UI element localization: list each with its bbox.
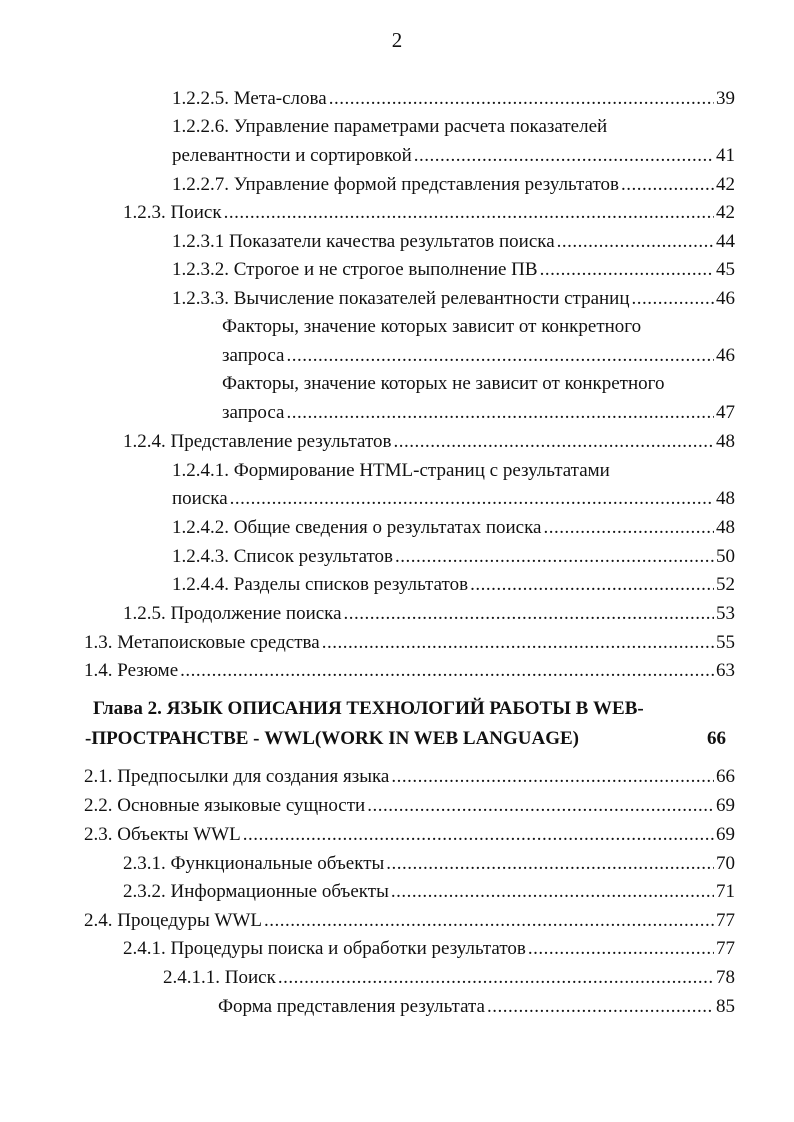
toc-entry [172,88,735,110]
toc-entry [172,488,735,510]
toc-entry-page: 41 [716,145,735,166]
toc-entry-title-line: Факторы, значение которых не зависит от конкретного [222,373,665,394]
toc-entry-title: 2.4. Процедуры WWL [84,910,262,931]
toc-entry-page: 47 [716,402,735,423]
toc-entry-title: 2.2. Основные языковые сущности [84,795,366,816]
toc-entry [123,603,735,625]
toc-entry-page: 55 [716,632,735,653]
toc-entry [172,259,735,281]
toc-entry-page: 42 [716,202,735,223]
toc-entry [84,766,735,788]
toc-entry [123,938,735,960]
toc-entry-page: 71 [716,881,735,902]
toc-entry [84,795,735,817]
toc-entry-page: 48 [716,517,735,538]
dot-leader [395,546,714,568]
dot-leader [278,967,714,989]
toc-entry-title-line: 1.2.4.1. Формирование HTML-страниц с результатами [172,460,610,481]
toc-entry-page: 77 [716,938,735,959]
toc-entry-title: 1.3. Метапоисковые средства [84,632,320,653]
toc-entry-title-line: 1.2.2.6. Управление параметрами расчета показателей [172,116,608,137]
toc-entry-page: 77 [716,910,735,931]
toc-entry-title: 1.2.5. Продолжение поиска [123,603,342,624]
toc-entry-title-line: Факторы, значение которых зависит от конкретного [222,316,642,337]
toc-entry-title: 2.3.2. Информационные объекты [123,881,389,902]
toc-entry [222,402,735,424]
toc-entry [218,996,735,1018]
toc-entry-title: поиска [172,488,228,509]
dot-leader [391,881,714,903]
toc-entry [123,853,735,875]
toc-entry-title: 2.3.1. Функциональные объекты [123,853,385,874]
toc-entry [172,231,735,253]
dot-leader [230,488,714,510]
dot-leader [487,996,714,1018]
dot-leader [414,145,714,167]
toc-entry-page: 48 [716,488,735,509]
toc-entry-page: 46 [716,288,735,309]
toc-entry-title: 1.4. Резюме [84,660,179,681]
chapter-page: 66 [707,728,726,749]
toc-entry-page: 69 [716,824,735,845]
toc-entry-title: 2.4.1. Процедуры поиска и обработки результатов [123,938,526,959]
toc-entry-page: 70 [716,853,735,874]
toc-entry [84,660,735,682]
toc-entry-title: 1.2.2.5. Мета-слова [172,88,327,109]
toc-entry-page: 63 [716,660,735,681]
dot-leader [180,660,714,682]
toc-entry-page: 46 [716,345,735,366]
toc-entry-page: 50 [716,546,735,567]
toc-entry-title: 2.3. Объекты WWL [84,824,241,845]
toc-entry-page: 44 [716,231,735,252]
dot-leader [344,603,714,625]
toc-entry-page: 85 [716,996,735,1017]
toc-entry [84,632,735,654]
toc-entry-title: 1.2.3.2. Строгое и не строгое выполнение ПВ [172,259,538,280]
toc-entry-page: 53 [716,603,735,624]
toc-entry-page: 69 [716,795,735,816]
toc-entry-title: запроса [222,345,285,366]
toc-entry-title: 1.2.4.3. Список результатов [172,546,394,567]
toc-entry-page: 66 [716,766,735,787]
dot-leader [557,231,714,253]
toc-entry [84,910,735,932]
toc-entry [172,517,735,539]
toc-entry-title: 1.2.4. Представление результатов [123,431,392,452]
toc-entry-title: 2.4.1.1. Поиск [163,967,276,988]
dot-leader [470,574,714,596]
dot-leader [632,288,714,310]
dot-leader [543,517,714,539]
toc-entry-title: 1.2.3.1 Показатели качества результатов поиска [172,231,555,252]
toc-entry-page: 48 [716,431,735,452]
dot-leader [322,632,714,654]
toc-entry [172,174,735,196]
toc-entry-title: 2.1. Предпосылки для создания языка [84,766,390,787]
toc-entry-title: 1.2.4.2. Общие сведения о результатах поиска [172,517,542,538]
dot-leader [386,853,714,875]
toc-entry [172,145,735,167]
toc-entry [172,574,735,596]
dot-leader [286,402,714,424]
toc-entry-page: 78 [716,967,735,988]
toc-entry-title: 1.2.4.4. Разделы списков результатов [172,574,469,595]
toc-entry [222,345,735,367]
toc-entry-title: 1.2.3. Поиск [123,202,222,223]
toc-entry [123,881,735,903]
toc-entry-title: релевантности и сортировкой [172,145,412,166]
dot-leader [286,345,714,367]
page-number: 2 [391,28,403,52]
toc-entry-page: 42 [716,174,735,195]
toc-entry-page: 39 [716,88,735,109]
dot-leader [264,910,714,932]
toc-entry [163,967,735,989]
dot-leader [329,88,714,110]
dot-leader [224,202,714,224]
dot-leader [394,431,715,453]
toc-entry-page: 45 [716,259,735,280]
toc-entry-title: Форма представления результата [218,996,485,1017]
dot-leader [367,795,714,817]
dot-leader [243,824,714,846]
toc-entry [84,824,735,846]
toc-entry-title: 1.2.2.7. Управление формой представления результатов [172,174,619,195]
dot-leader [391,766,714,788]
toc-entry [123,202,735,224]
toc-entry [172,546,735,568]
toc-entry [172,288,735,310]
toc-entry-page: 52 [716,574,735,595]
dot-leader [621,174,714,196]
dot-leader [540,259,714,281]
chapter-heading-line1: Глава 2. ЯЗЫК ОПИСАНИЯ ТЕХНОЛОГИЙ РАБОТЫ В WEB- [93,698,644,719]
chapter-heading-line2: -ПРОСТРАНСТВЕ - WWL(WORK IN WEB LANGUAGE) [85,728,580,749]
dot-leader [528,938,714,960]
toc-entry-title: 1.2.3.3. Вычисление показателей релевантности страниц [172,288,630,309]
toc-entry [123,431,735,453]
toc-entry-title: запроса [222,402,285,423]
